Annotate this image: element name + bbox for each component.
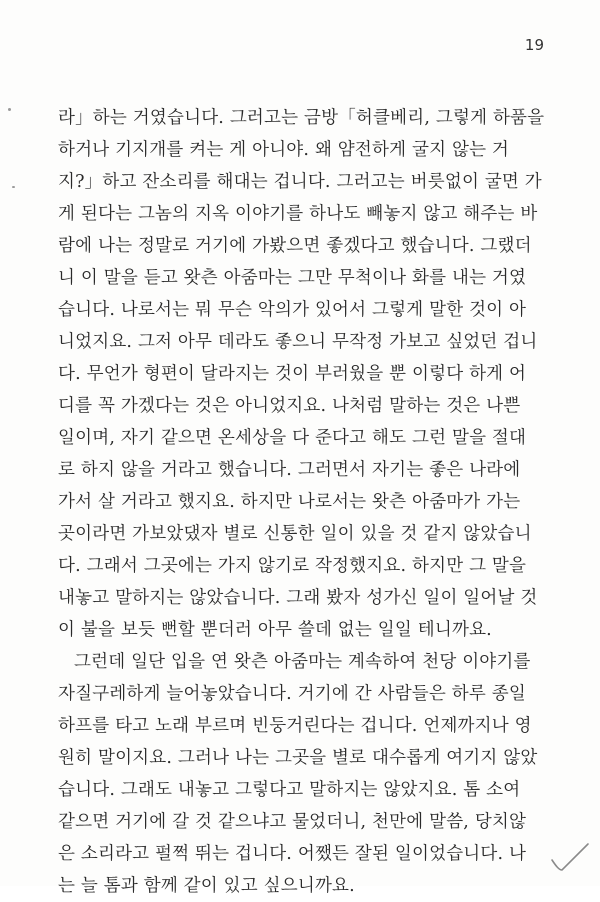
text-line: 라」하는 거였습니다. 그러고는 금방「허클베리, 그렇게 하품을 [58, 108, 545, 128]
text-line: 은 소리라고 펄쩍 뛰는 겁니다. 어쨌든 잘된 일이었습니다. 나 [58, 844, 527, 864]
body-text [58, 102, 550, 902]
text-line: 자질구레하게 늘어놓았습니다. 거기에 간 사람들은 하루 종일 [58, 684, 526, 704]
text-line: 하프를 타고 노래 부르며 빈둥거린다는 겁니다. 언제까지나 영 [58, 716, 532, 736]
text-line: 가서 살 거라고 했지요. 하지만 나로서는 왓츤 아줌마가 가는 [58, 492, 521, 512]
text-line: 람에 나는 정말로 거기에 가봤으면 좋겠다고 했습니다. 그랬더 [58, 236, 532, 256]
page-number: 19 [524, 36, 544, 54]
text-line: 니었지요. 그저 아무 데라도 좋으니 무작정 가보고 싶었던 겁니 [58, 332, 538, 352]
text-line: 곳이라면 가보았댔자 별로 신통한 일이 있을 것 같지 않았습니 [58, 524, 532, 544]
text-line: 하거나 기지개를 켜는 게 아니야. 왜 얌전하게 굴지 않는 거 [58, 140, 510, 160]
text-line: 습니다. 나로서는 뭐 무슨 악의가 있어서 그렇게 말한 것이 아 [58, 300, 527, 320]
text-line: 일이며, 자기 같으면 온세상을 다 준다고 해도 그런 말을 절대 [58, 428, 527, 448]
text-line: 로 하지 않을 거라고 했습니다. 그러면서 자기는 좋은 나라에 [58, 460, 521, 480]
scan-speck [8, 108, 11, 111]
text-line: 지?」하고 잔소리를 해대는 겁니다. 그러고는 버릇없이 굴면 가 [58, 172, 542, 192]
text-line: 다. 그래서 그곳에는 가지 않기로 작정했지요. 하지만 그 말을 [58, 556, 527, 576]
text-line: 내놓고 말하지는 않았습니다. 그래 봤자 성가신 일이 일어날 것 [58, 588, 538, 608]
paragraph-start-line: 그런데 일단 입을 연 왓츤 아줌마는 계속하여 천당 이야기를 [74, 652, 531, 672]
text-line: 게 된다는 그놈의 지옥 이야기를 하나도 빼놓지 않고 해주는 바 [58, 204, 538, 224]
text-line: 같으면 거기에 갈 것 같으냐고 물었더니, 천만에 말씀, 당치않 [58, 812, 527, 832]
text-line: 니 이 말을 듣고 왓츤 아줌마는 그만 무척이나 화를 내는 거였 [58, 268, 527, 288]
scan-speck [12, 186, 15, 188]
text-line: 원히 말이지요. 그러나 나는 그곳을 별로 대수롭게 여기지 않았 [58, 748, 538, 768]
text-line: 다. 무언가 형편이 달라지는 것이 부러웠을 뿐 이렇다 하게 어 [58, 364, 527, 384]
text-line: 이 불을 보듯 뻔할 뿐더러 아무 쓸데 없는 일일 테니까요. [58, 620, 492, 640]
text-line: 습니다. 그래도 내놓고 그렇다고 말하지는 않았지요. 톰 소여 [58, 780, 521, 800]
text-line: 는 늘 톰과 함께 같이 있고 싶으니까요. [58, 876, 355, 896]
text-line: 디를 꼭 가겠다는 것은 아니었지요. 나처럼 말하는 것은 나쁜 [58, 396, 521, 416]
pencil-checkmark-icon [548, 834, 592, 874]
